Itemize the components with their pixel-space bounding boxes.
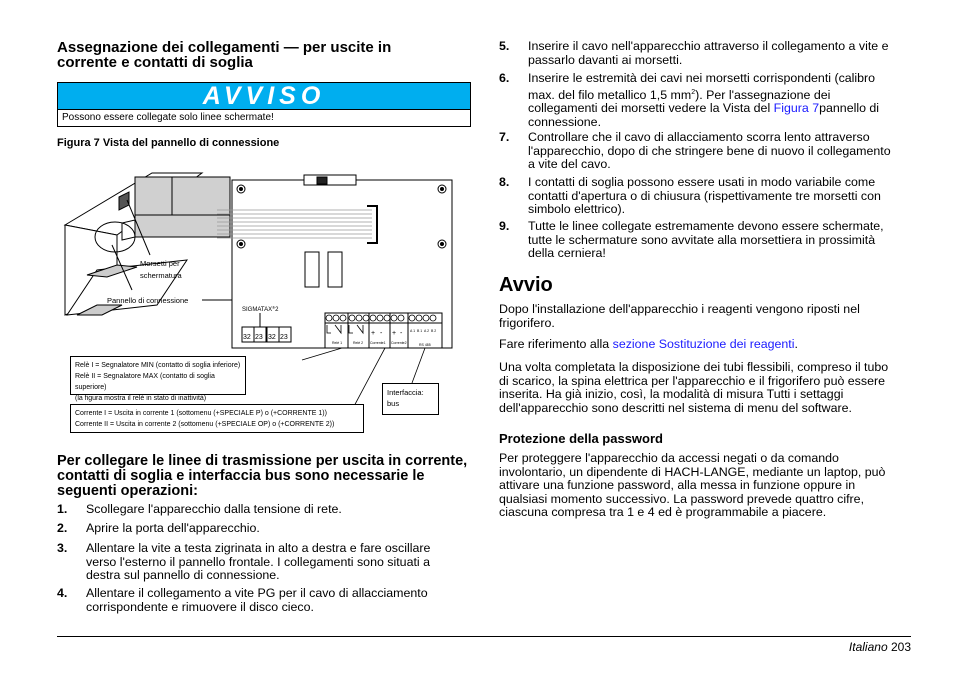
section-title-line: corrente e contatti di soglia [57, 54, 253, 71]
step-text: tutte le schermature sono avvitate alla morsettiera in prossimità [528, 232, 876, 247]
password-heading: Protezione della password [499, 431, 663, 446]
rs485-pin: A 2 [424, 329, 430, 333]
step-number: 5. [499, 39, 510, 53]
section-title [57, 40, 391, 70]
superscript: 2 [691, 88, 696, 96]
step-number: 8. [499, 175, 510, 189]
step-text: contatti d'apertura o di chiusura (rispettivamente tre morsetti con [528, 188, 881, 203]
notice-header: AVVISO [58, 83, 470, 110]
connector-top [304, 175, 356, 185]
step-text: della cerniera! [528, 246, 606, 260]
avvio-heading: Avvio [499, 274, 553, 296]
plus-sign: + [371, 330, 376, 337]
footer-divider [57, 636, 911, 637]
step-item [499, 72, 879, 129]
notice-box [57, 82, 471, 127]
rs485-pin: B 1 [417, 329, 423, 333]
step-text: a vite del cavo. [528, 157, 611, 171]
avvio-paragraph [499, 303, 860, 330]
paragraph-line: di scarico, la spina elettrica per l'apparecchio e il frigorifero può essere [499, 373, 885, 388]
connector-switch [317, 177, 327, 184]
bus-leader [412, 348, 425, 383]
paragraph-line: dell'apparecchio sono descritti nel sistema di menu del software. [499, 400, 852, 415]
terminal-group-label: RS 485 [419, 343, 431, 347]
step-number: 3. [57, 541, 68, 555]
paragraph-line: attivare una funzione password, alla messa in funzione oppure in [499, 478, 856, 492]
step-text: l'apparecchio, dopo di che stringere bene di nuovo il collegamento [528, 143, 891, 158]
text-run: pannello di [819, 101, 880, 116]
step-item [57, 522, 260, 536]
paragraph-line: inserita. Ha già inizio, così, la modalità di misura Tutti i settaggi [499, 387, 844, 401]
step-text: I contatti di soglia possono essere usati in modo variabile come [528, 175, 876, 189]
terminal-group-label: Corrente2 [391, 341, 407, 345]
current-leader [352, 348, 385, 410]
minus-sign: - [400, 330, 403, 337]
step-item [57, 503, 342, 517]
callout-line: Corrente I = Uscita in corrente 1 (sottomenu (+SPECIALE P) o (+CORRENTE 1)) [75, 410, 327, 417]
step-item [57, 542, 430, 583]
step-text: corrispondente e rimuovere il disco cieco. [86, 599, 314, 614]
text-run: . [794, 337, 798, 351]
page-number: 203 [890, 640, 911, 654]
procedure-title [57, 454, 467, 499]
step-text: passarlo davanti ai morsetti. [528, 52, 683, 67]
paragraph-line: Per proteggere l'apparecchio da accessi negati o da comando [499, 451, 839, 465]
brand-label: SIGMATAX®2 [242, 305, 279, 313]
device-housing [135, 177, 230, 237]
plus-sign: + [392, 330, 397, 337]
circuit-board [217, 175, 452, 410]
relay-leader [302, 348, 342, 360]
step-text: connessione. [528, 114, 602, 129]
step-text: destra sul pannello di connessione. [86, 568, 280, 582]
step-text [528, 102, 879, 116]
password-paragraph [499, 452, 885, 520]
step-text [528, 86, 879, 103]
reagent-replacement-link[interactable]: sezione Sostituzione dei reagenti [612, 337, 795, 351]
callout-line: Interfaccia: [387, 388, 424, 397]
bus-callout [382, 383, 439, 415]
text-run: collegamenti dei morsetti vedere la Vista del [528, 101, 774, 116]
avvio-paragraph [499, 361, 888, 415]
terminal-group-label: Relè 1 [332, 341, 343, 345]
procedure-title-line: contatti di soglia e interfaccia bus sono necessarie le [57, 468, 425, 484]
text-run: Fare riferimento alla [499, 337, 613, 351]
rs485-pin: A 1 [410, 329, 416, 333]
relay-callout [70, 356, 246, 402]
step-text: Tutte le linee collegate estremamente devono essere schermate, [528, 219, 884, 233]
shield-terminals-label: schermatura [140, 271, 182, 280]
step-number: 1. [57, 502, 68, 516]
block-value: 23 [255, 334, 263, 341]
block-value: 23 [280, 334, 288, 341]
figure-caption: Figura 7 Vista del pannello di connessione [57, 137, 280, 149]
connection-panel-label: Pannello di connessione [107, 296, 189, 305]
text-run: ). Per l'assegnazione dei [695, 87, 831, 102]
block-value: 32 [243, 334, 251, 341]
callout-line: Relè I = Segnalatore MIN (contatto di soglia inferiore) [75, 362, 241, 369]
step-number: 7. [499, 130, 510, 144]
step-number: 4. [57, 586, 68, 600]
notice-text: Possono essere collegate solo linee schermate! [62, 112, 274, 123]
procedure-title-line: seguenti operazioni: [57, 483, 198, 499]
avvio-reference [499, 338, 798, 352]
terminal-group-label: Corrente1 [370, 341, 386, 345]
block-value: 32 [268, 334, 276, 341]
step-item [499, 131, 891, 172]
callout-line: Relè II = Segnalatore MAX (contatto di soglia superiore) [75, 373, 215, 391]
minus-sign: - [380, 330, 383, 337]
callout-line: Corrente II = Uscita in corrente 2 (sottomenu (+SPECIALE OP) o (+CORRENTE 2)) [75, 421, 335, 428]
paragraph-line: involontario, un dipendente di HACH-LANGE, mediante un laptop, può [499, 464, 886, 479]
step-text: verso l'esterno il pannello frontale. I collegamenti sono situati a [86, 554, 430, 569]
paragraph-line: Una volta completata la disposizione dei tubi flessibili, compreso il tubo [499, 360, 889, 374]
step-text: Controllare che il cavo di allacciamento scorra lento attraverso [528, 130, 870, 144]
step-text: Allentare la vite a testa zigrinata in alto a destra e fare oscillare [86, 541, 431, 555]
paragraph-line: ciascuna compresa tra 1 e 4 ed è programmabile a piacere. [499, 505, 827, 519]
step-text: Scollegare l'apparecchio dalla tensione di rete. [86, 502, 342, 516]
step-number: 9. [499, 219, 510, 233]
paragraph-line: frigorifero. [499, 315, 555, 330]
paragraph-line: qualsiasi momento successivo. La password prevede quattro cifre, [499, 491, 865, 506]
step-item [499, 40, 889, 67]
procedure-title-line: Per collegare le linee di trasmissione per uscita in corrente, [57, 453, 468, 469]
rs485-pin: B 2 [431, 329, 437, 333]
figure-7-link[interactable]: Figura 7 [773, 101, 820, 116]
step-number: 2. [57, 521, 68, 535]
text-run: max. del filo metallico 1,5 mm [528, 87, 692, 102]
shield-terminals-label: Morsetti per [140, 259, 180, 268]
step-item [57, 587, 428, 614]
step-text: Inserire il cavo nell'apparecchio attraverso il collegamento a vite e [528, 39, 889, 53]
terminal-group-label: Relè 2 [353, 341, 364, 345]
current-callout [70, 404, 364, 433]
step-item [499, 176, 881, 217]
step-number: 6. [499, 71, 510, 85]
paragraph-line: Dopo l'installazione dell'apparecchio i reagenti vengono riposti nel [499, 302, 860, 316]
device-illustration [65, 173, 232, 315]
callout-line: (la figura mostra il relè in stato di inattività) [75, 395, 207, 402]
page-footer [849, 640, 911, 654]
step-text: Inserire le estremità dei cavi nei morsetti corrispondenti (calibro [528, 71, 876, 85]
section-title-line: Assegnazione dei collegamenti — per uscite in [57, 39, 392, 56]
step-text: simbolo elettrico). [528, 202, 626, 216]
step-text: Allentare il collegamento a vite PG per il cavo di allacciamento [86, 586, 428, 600]
step-text: Aprire la porta dell'apparecchio. [86, 521, 260, 535]
callout-line: bus [387, 399, 400, 408]
step-item [499, 220, 884, 261]
footer-language: Italiano [848, 640, 888, 654]
